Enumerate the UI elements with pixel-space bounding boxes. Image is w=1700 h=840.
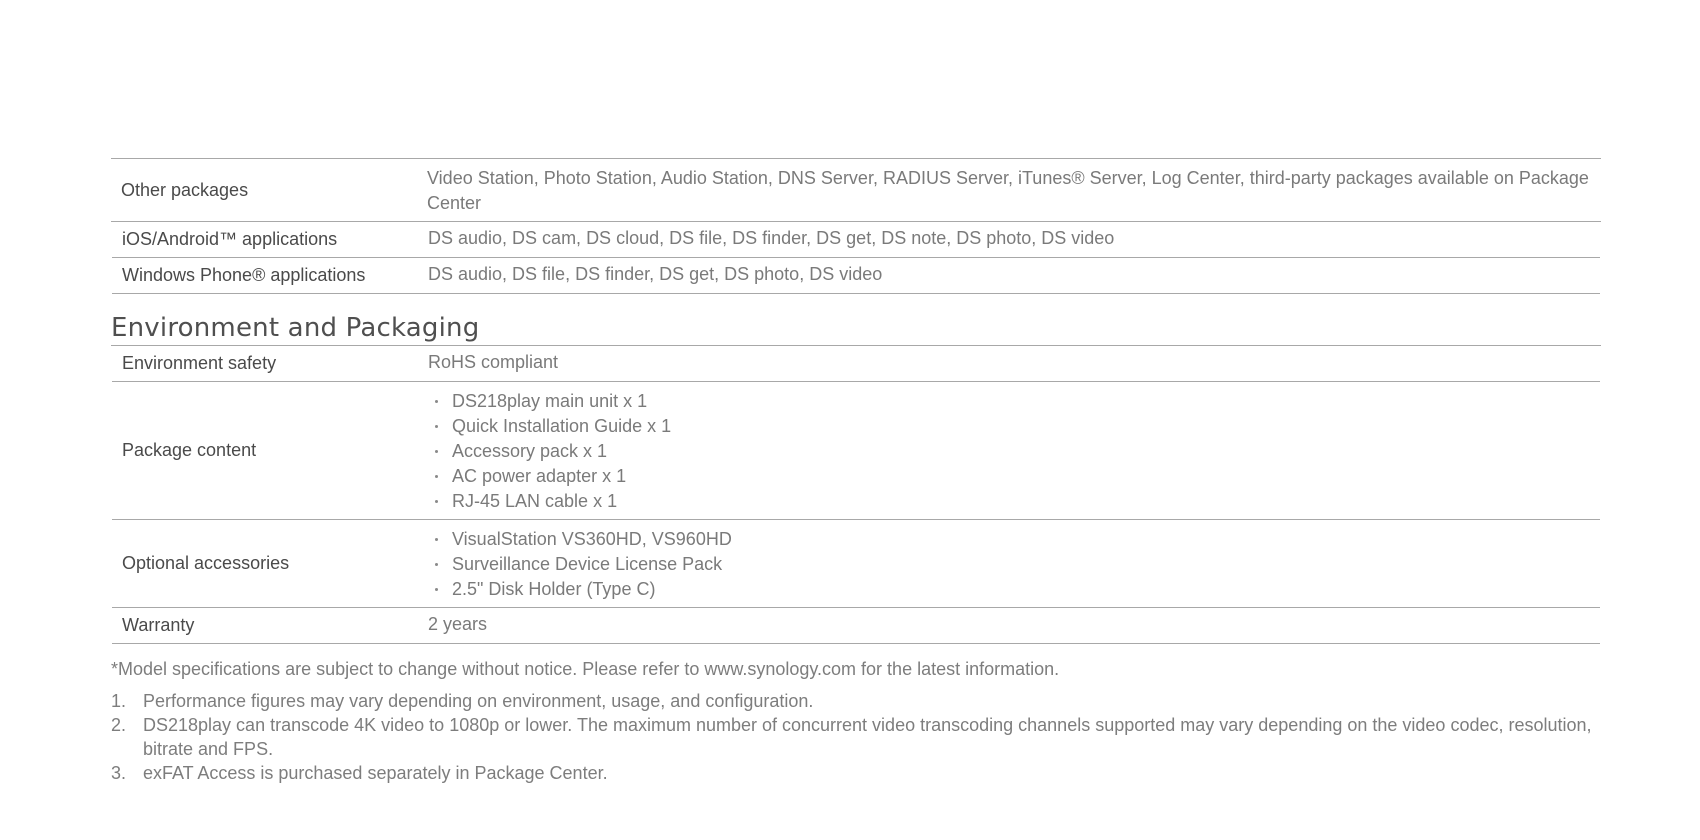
row-label: Windows Phone® applications xyxy=(122,265,366,285)
spec-sheet-page xyxy=(111,158,1601,785)
table-row-warranty xyxy=(112,608,1600,644)
row-label: Environment safety xyxy=(122,353,277,373)
table-row-windows-phone-apps xyxy=(112,258,1600,294)
list-item: 2.5" Disk Holder (Type C) xyxy=(428,577,1590,602)
list-item: AC power adapter x 1 xyxy=(428,464,1590,489)
section-title-environment: Environment and Packaging xyxy=(111,313,480,343)
row-label: Other packages xyxy=(121,179,249,200)
list-item: Accessory pack x 1 xyxy=(428,439,1590,464)
note-number: 1. xyxy=(111,691,127,711)
note-text: DS218play can transcode 4K video to 1080p or lower. The maximum number of concurrent video transcoding channels supported may vary depending on the video codec, resolution, bitrate and FPS. xyxy=(143,715,1592,759)
list-item: Surveillance Device License Pack xyxy=(428,552,1590,577)
row-value: RoHS compliant xyxy=(428,352,559,372)
row-label: iOS/Android™ applications xyxy=(122,229,338,249)
note-number: 2. xyxy=(111,715,127,735)
packages-table xyxy=(111,158,1601,294)
row-value xyxy=(418,382,1600,519)
list-item: RJ-45 LAN cable x 1 xyxy=(428,489,1590,514)
note-item xyxy=(111,761,1601,785)
note-number: 3. xyxy=(111,763,127,783)
list-item: DS218play main unit x 1 xyxy=(428,389,1590,414)
row-value: DS audio, DS cam, DS cloud, DS file, DS finder, DS get, DS note, DS photo, DS video xyxy=(428,228,1115,248)
numbered-notes xyxy=(111,689,1601,785)
row-value: DS audio, DS file, DS finder, DS get, DS photo, DS video xyxy=(428,264,883,284)
disclaimer-footnote: *Model specifications are subject to change without notice. Please refer to www.synology.com for the latest information. xyxy=(111,659,1060,679)
table-row-other-packages xyxy=(111,159,1601,222)
row-label: Package content xyxy=(122,440,257,460)
package-content-list xyxy=(428,389,1590,514)
row-value xyxy=(418,520,1600,607)
table-row-package-content xyxy=(112,382,1600,520)
note-item xyxy=(111,689,1601,713)
list-item: Quick Installation Guide x 1 xyxy=(428,414,1590,439)
note-text: Performance figures may vary depending on environment, usage, and configuration. xyxy=(143,691,814,711)
note-text: exFAT Access is purchased separately in Package Center. xyxy=(143,763,608,783)
note-item xyxy=(111,713,1601,761)
table-row-environment-safety xyxy=(112,346,1600,382)
table-row-mobile-apps xyxy=(112,222,1600,258)
row-value: 2 years xyxy=(428,614,488,634)
environment-table xyxy=(111,345,1601,644)
row-label: Optional accessories xyxy=(122,553,290,573)
row-label: Warranty xyxy=(122,615,195,635)
row-value: Video Station, Photo Station, Audio Station, DNS Server, RADIUS Server, iTunes® Server, Log Center, third-party packages available on Package Center xyxy=(427,168,1589,213)
optional-accessories-list xyxy=(428,527,1590,602)
list-item: VisualStation VS360HD, VS960HD xyxy=(428,527,1590,552)
table-row-optional-accessories xyxy=(112,520,1600,608)
